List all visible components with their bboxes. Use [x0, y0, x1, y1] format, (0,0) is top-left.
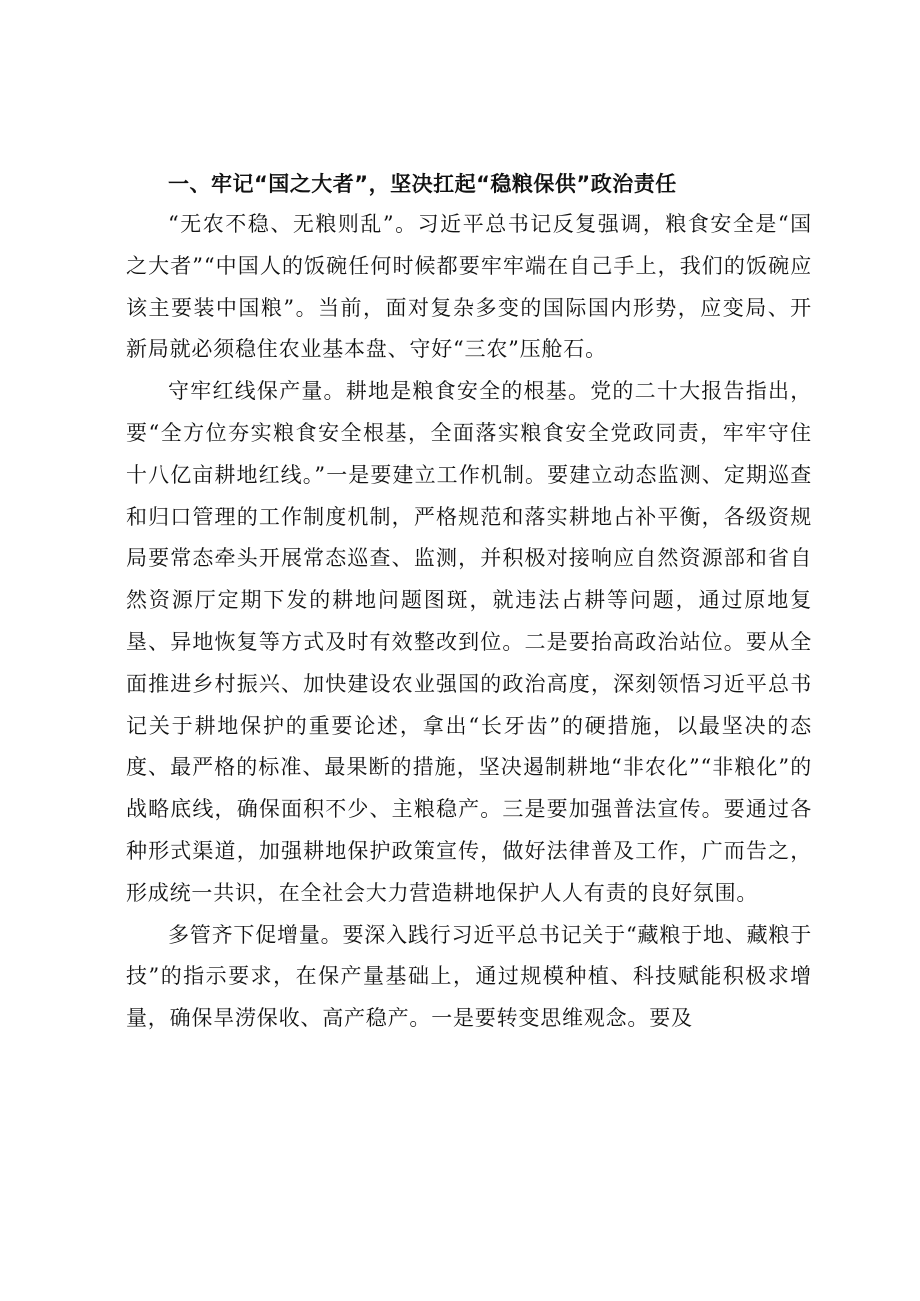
paragraph-increase: 多管齐下促增量。要深入践行习近平总书记关于“藏粮于地、藏粮于技”的指示要求，在保产量基础上，通过规模种植、科技赋能积极求增量，确保旱涝保收、高产稳产。一是要转变思维观念。要及 — [126, 922, 812, 1031]
document-body — [126, 204, 812, 1040]
paragraph-intro: “无农不稳、无粮则乱”。习近平总书记反复强调，粮食安全是“国之大者”“中国人的饭碗任何时候都要牢牢端在自己手上，我们的饭碗应该主要装中国粮”。当前，面对复杂多变的国际国内形势，应变局、开新局就必须稳住农业基本盘、守好“三农”压舱石。 — [126, 212, 812, 362]
paragraph-redline: 守牢红线保产量。耕地是粮食安全的根基。党的二十大报告指出，要“全方位夯实粮食安全根基，全面落实粮食安全党政同责，牢牢守住十八亿亩耕地红线。”一是要建立工作机制。要建立动态监测、定期巡查和归口管理的工作制度机制，严格规范和落实耕地占补平衡，各级资规局要常态牵头开展常态巡查、监测，并积极对接响应自然资源部和省自然资源厅定期下发的耕地问题图斑，就违法占耕等问题，通过原地复垦、异地恢复等方式及时有效整改到位。二是要抬高政治站位。要从全面推进乡村振兴、加快建设农业强国的政治高度，深刻领悟习近平总书记关于耕地保护的重要论述，拿出“长牙齿”的硬措施，以最坚决的态度、最严格的标准、最果断的措施，坚决遏制耕地“非农化”“非粮化”的战略底线，确保面积不少、主粮稳产。三是要加强普法宣传。要通过各种形式渠道，加强耕地保护政策宣传，做好法律普及工作，广而告之，形成统一共识，在全社会大力营造耕地保护人人有责的良好氛围。 — [126, 379, 812, 905]
section-heading: 一、牢记“国之大者”，坚决扛起“稳粮保供”政治责任 — [168, 172, 677, 196]
